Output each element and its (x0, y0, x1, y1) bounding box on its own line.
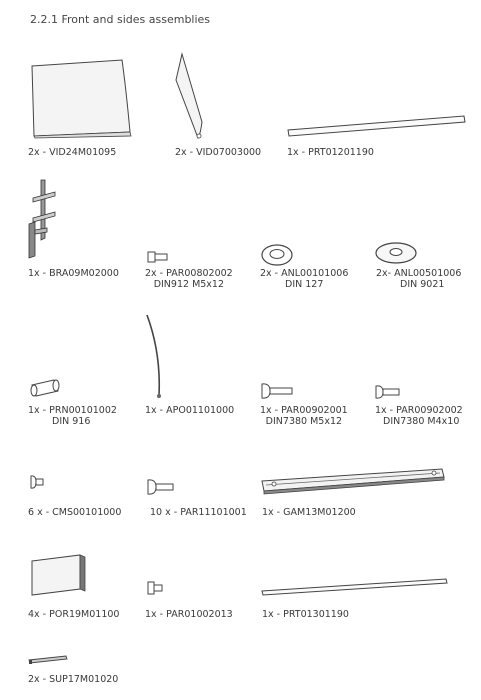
part-label-par0080 (145, 268, 233, 290)
flat-profile-illustration (260, 577, 450, 597)
bracket-illustration (27, 178, 59, 260)
side-glass-illustration (172, 52, 212, 142)
part-label-par0090a (260, 405, 348, 427)
part-label-apo001: 1x - APO01101000 (145, 405, 235, 416)
section-title: 2.2.1 Front and sides assemblies (30, 13, 211, 26)
part-label-anl0010 (260, 268, 348, 290)
button-screw-m4-illustration (375, 385, 401, 399)
part-label-prn001 (28, 405, 117, 427)
part-code: 2x - PAR00802002 (145, 268, 233, 279)
part-label-vid24: 2x - VID24M01095 (28, 147, 117, 158)
pan-screw-illustration (147, 479, 175, 495)
part-label-prt0120: 1x - PRT01201190 (287, 147, 374, 158)
part-label-bra09: 1x - BRA09M02000 (28, 268, 119, 279)
small-screw-illustration (30, 475, 44, 489)
part-label-par0090b (375, 405, 479, 427)
part-code: 2x- ANL00501006 (376, 268, 462, 279)
support-strip-illustration (28, 655, 70, 665)
part-code: 1x - PAR00902002 (375, 405, 463, 416)
part-label-por19: 4x - POR19M01100 (28, 609, 120, 620)
part-code: 2x - ANL00101006 (260, 268, 349, 279)
hex-screw-illustration (147, 580, 163, 596)
part-label-prt0130: 1x - PRT01301190 (262, 609, 349, 620)
profile-strip-illustration (286, 114, 468, 138)
glass-panel-illustration (30, 58, 136, 138)
part-label-sup17: 2x - SUP17M01020 (28, 674, 119, 685)
part-code: 1x - PAR00902001 (260, 405, 348, 416)
part-spec: DIN7380 M5x12 (265, 416, 343, 427)
part-label-par010: 1x - PAR01002013 (145, 609, 233, 620)
rod-illustration (145, 313, 167, 399)
part-spec: DIN 916 (52, 416, 91, 427)
button-screw-m5-illustration (261, 383, 295, 399)
spring-washer-illustration (260, 243, 294, 267)
part-label-par111: 10 x - PAR11101001 (150, 507, 247, 518)
part-code: 1x - PRN00101002 (28, 405, 117, 416)
rail-profile-illustration (260, 465, 446, 495)
part-label-gam13: 1x - GAM13M01200 (262, 507, 356, 518)
part-spec: DIN912 M5x12 (153, 279, 225, 290)
part-label-anl0050 (376, 268, 476, 290)
part-label-cms001: 6 x - CMS00101000 (28, 507, 122, 518)
part-label-vid07: 2x - VID07003000 (175, 147, 262, 158)
set-screw-illustration (28, 377, 62, 399)
part-spec: DIN 127 (285, 279, 324, 290)
pad-illustration (30, 553, 88, 597)
part-spec: DIN 9021 (400, 279, 445, 290)
part-spec: DIN7380 M4x10 (383, 416, 460, 427)
flat-washer-illustration (374, 241, 418, 265)
socket-screw-illustration (147, 250, 169, 264)
